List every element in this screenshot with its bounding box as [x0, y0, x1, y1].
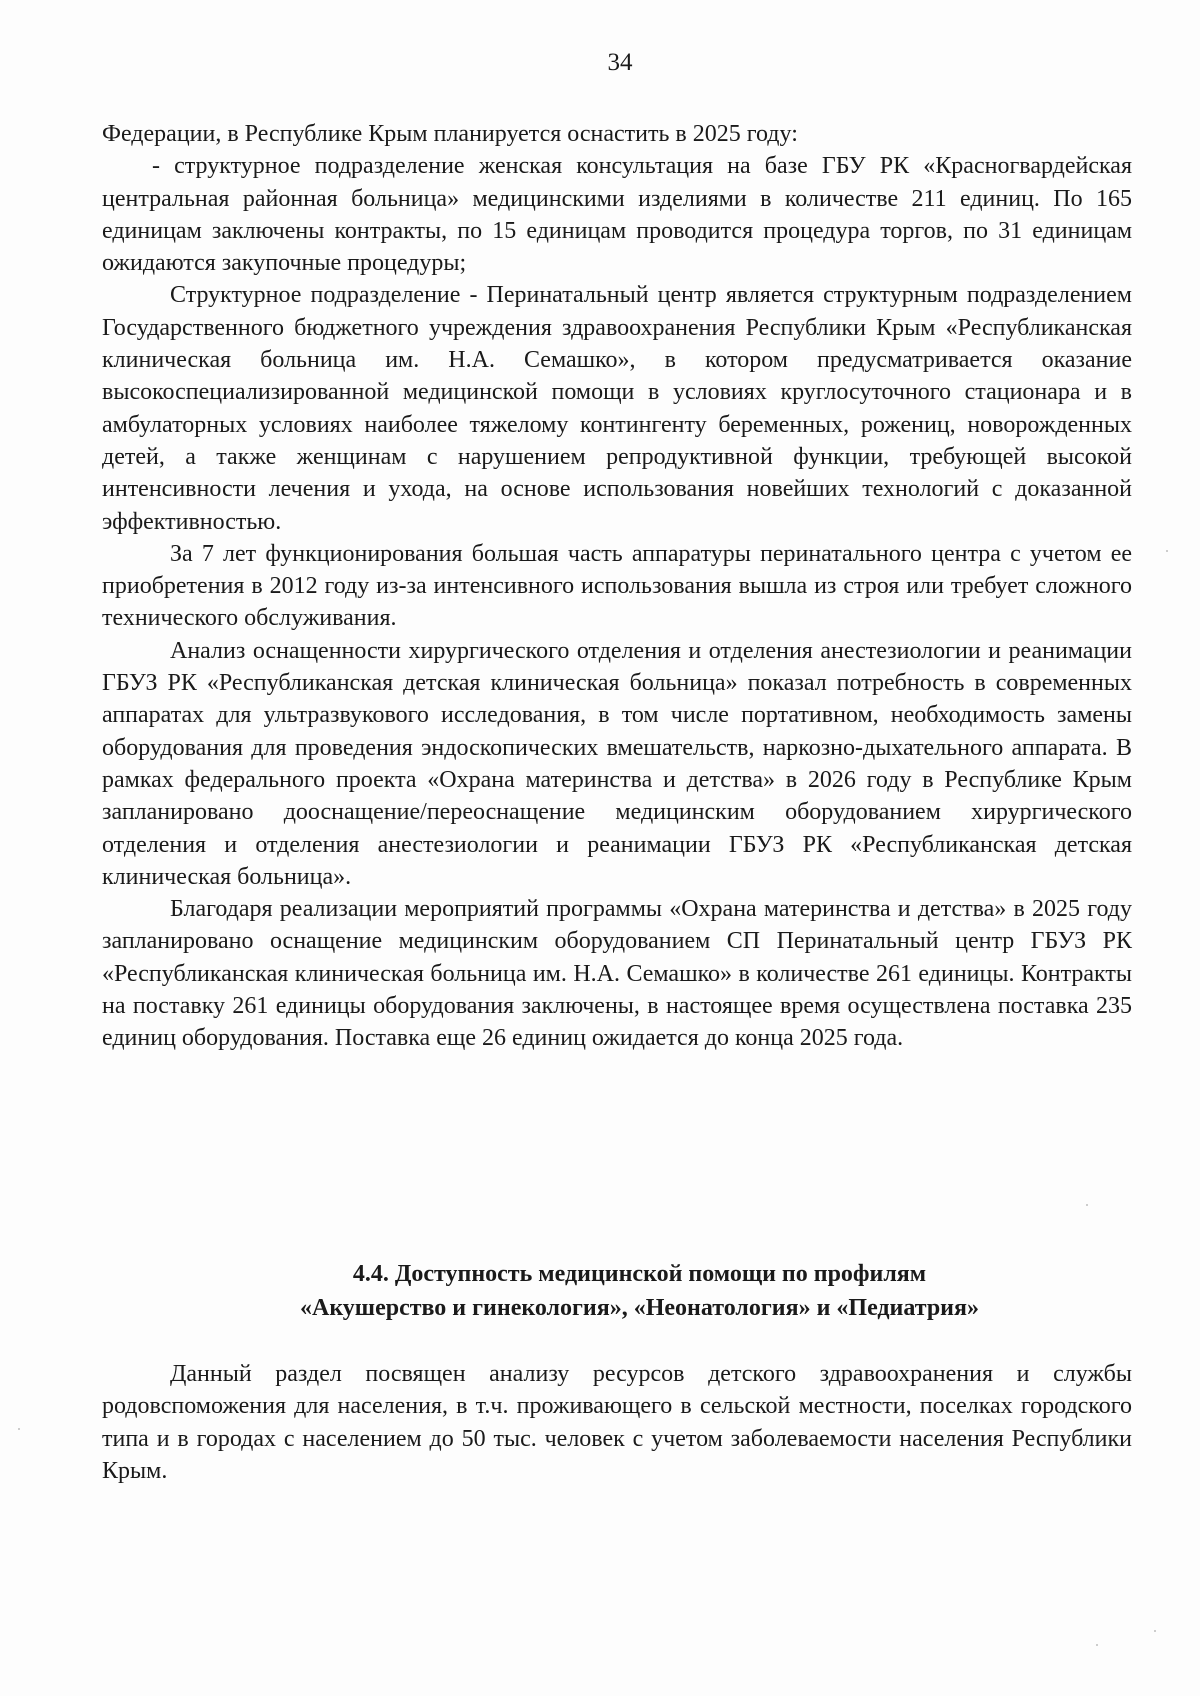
paragraph-section-intro: Данный раздел посвящен анализу ресурсов детского здравоохранения и службы родовспоможения для населения, в т.ч. проживающего в сельской местности, поселках городского типа и в городах с населением до 50 тыс. человек с учетом заболеваемости населения Республики Крым.	[102, 1361, 1132, 1484]
paragraph-perinatal-center: Структурное подразделение - Перинатальный центр является структурным подразделением Государственного бюджетного учреждения здравоохранения Республики Крым «Республиканская клиническая больница им. Н.А. Семашко», в котором предусматривается оказание высокоспециализированной медицинской помощи в условиях круглосуточного стационара и в амбулаторных условиях наиболее тяжелому контингенту беременных, рожениц, новорожденных детей, а также женщинам с нарушением репродуктивной функции, требующей высокой интенсивности лечения и ухода, на основе использования новейших технологий с доказанной эффективностью.	[102, 282, 1132, 535]
scan-speck	[1166, 550, 1168, 552]
section-body	[102, 1358, 1132, 1487]
section-heading-line-1: 4.4. Доступность медицинской помощи по профилям	[352, 1261, 927, 1287]
scan-speck	[1096, 1644, 1098, 1646]
paragraph-program-results: Благодаря реализации мероприятий программы «Охрана материнства и детства» в 2025 году запланировано оснащение медицинским оборудованием СП Перинатальный центр ГБУЗ РК «Республиканская клиническая больница им. Н.А. Семашко» в количестве 261 единицы. Контракты на поставку 261 единицы оборудования заключены, в настоящее время осуществлена поставка 235 единиц оборудования. Поставка еще 26 единиц ожидается до конца 2025 года.	[102, 896, 1132, 1052]
scan-speck	[1154, 1630, 1156, 1632]
scan-speck	[1086, 1204, 1088, 1206]
document-body	[102, 118, 1132, 1055]
page-number: 34	[607, 49, 633, 76]
paragraph-list-item: - структурное подразделение женская консультация на базе ГБУ РК «Красногвардейская центральная районная больница» медицинскими изделиями в количестве 211 единиц. По 165 единицам заключены контракты, по 15 единицам проводится процедура торгов, по 31 единицам ожидаются закупочные процедуры;	[102, 153, 1132, 277]
paragraph-continuation: Федерации, в Республике Крым планируется оснастить в 2025 году:	[102, 121, 798, 147]
paragraph-equipment-wear: За 7 лет функционирования большая часть аппаратуры перинатального центра с учетом ее приобретения в 2012 году из-за интенсивного использования вышла из строя или требует сложного технического обслуживания.	[102, 540, 1132, 632]
section-heading-line-2: «Акушерство и гинекология», «Неонатология» и «Педиатрия»	[299, 1295, 979, 1321]
paragraph-surgery-analysis: Анализ оснащенности хирургического отделения и отделения анестезиологии и реанимации ГБУЗ РК «Республиканская детская клиническая больница» показал потребность в современных аппаратах для ультразвукового исследования, в том числе портативном, необходимость замены оборудования для проведения эндоскопических вмешательств, наркозно-дыхательного аппарата. В рамках федерального проекта «Охрана материнства и детства» в 2026 году в Республике Крым запланировано дооснащение/переоснащение медицинским оборудованием хирургического отделения и отделения анестезиологии и реанимации ГБУЗ РК «Республиканская детская клиническая больница».	[102, 637, 1132, 890]
scan-speck	[18, 1428, 20, 1430]
section-heading	[102, 1257, 1177, 1325]
